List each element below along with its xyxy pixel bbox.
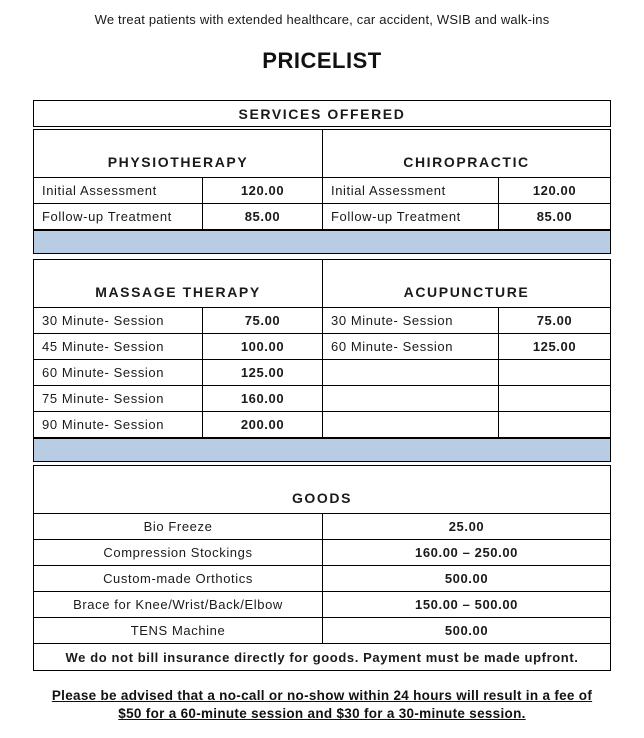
table-row <box>34 333 610 359</box>
service-price: 125.00 <box>202 360 322 385</box>
physiotherapy-header: PHYSIOTHERAPY <box>107 154 249 170</box>
section-divider-band <box>33 438 611 462</box>
service-price: 120.00 <box>202 178 322 203</box>
table-row <box>34 539 610 565</box>
table-row <box>34 130 610 177</box>
service-name: 90 Minute- Session <box>42 417 165 432</box>
cancellation-policy-note <box>0 687 644 723</box>
service-price: 120.00 <box>498 178 610 203</box>
table-row <box>34 411 610 437</box>
service-name: 45 Minute- Session <box>42 339 165 354</box>
pricelist-tables <box>33 100 611 671</box>
service-price-empty <box>498 412 610 437</box>
service-price: 160.00 <box>202 386 322 411</box>
table-row <box>34 177 610 203</box>
table-row <box>34 643 610 670</box>
table-row <box>34 617 610 643</box>
service-name-empty <box>322 386 498 411</box>
table-row <box>34 591 610 617</box>
service-name: 60 Minute- Session <box>322 334 498 359</box>
goods-table <box>33 465 611 671</box>
service-price: 85.00 <box>202 204 322 229</box>
chiropractic-header: CHIROPRACTIC <box>322 130 610 177</box>
service-price: 75.00 <box>498 308 610 333</box>
goods-name: Custom-made Orthotics <box>103 571 253 586</box>
service-price: 125.00 <box>498 334 610 359</box>
service-name: Follow-up Treatment <box>322 204 498 229</box>
goods-price: 150.00 – 500.00 <box>322 592 610 617</box>
cancellation-policy-line2: $50 for a 60-minute session and $30 for a 30-minute session. <box>118 706 526 721</box>
goods-price: 160.00 – 250.00 <box>322 540 610 565</box>
services-offered-banner: SERVICES OFFERED <box>238 105 406 122</box>
goods-price: 25.00 <box>322 514 610 539</box>
cancellation-policy-line1: Please be advised that a no-call or no-show within 24 hours will result in a fee of <box>51 688 593 703</box>
goods-insurance-note: We do not bill insurance directly for goods. Payment must be made upfront. <box>65 649 579 665</box>
service-price: 100.00 <box>202 334 322 359</box>
service-name: 30 Minute- Session <box>322 308 498 333</box>
table-row <box>34 385 610 411</box>
service-price: 200.00 <box>202 412 322 437</box>
table-row <box>34 565 610 591</box>
services-offered-banner-table <box>33 100 611 127</box>
intro-text: We treat patients with extended healthcare, car accident, WSIB and walk-ins <box>94 12 550 27</box>
service-name-empty <box>322 412 498 437</box>
goods-name: Compression Stockings <box>103 545 253 560</box>
acupuncture-header: ACUPUNCTURE <box>322 260 610 307</box>
massage-acupuncture-table <box>33 259 611 438</box>
page-title: PRICELIST <box>262 48 382 73</box>
goods-price: 500.00 <box>322 566 610 591</box>
service-name: 60 Minute- Session <box>42 365 165 380</box>
goods-price: 500.00 <box>322 618 610 643</box>
table-row <box>34 466 610 513</box>
service-name: 75 Minute- Session <box>42 391 165 406</box>
service-price-empty <box>498 360 610 385</box>
service-name: 30 Minute- Session <box>42 313 165 328</box>
service-name: Follow-up Treatment <box>42 209 172 224</box>
table-row <box>34 359 610 385</box>
service-name-empty <box>322 360 498 385</box>
table-row <box>34 203 610 229</box>
table-row <box>34 307 610 333</box>
goods-name: Bio Freeze <box>143 519 213 534</box>
table-row <box>34 513 610 539</box>
massage-therapy-header: MASSAGE THERAPY <box>95 284 261 300</box>
goods-name: Brace for Knee/Wrist/Back/Elbow <box>73 597 283 612</box>
service-name: Initial Assessment <box>42 183 157 198</box>
service-name: Initial Assessment <box>322 178 498 203</box>
section-divider-band <box>33 230 611 254</box>
goods-header: GOODS <box>291 490 353 506</box>
goods-name: TENS Machine <box>130 623 226 638</box>
service-price-empty <box>498 386 610 411</box>
service-price: 75.00 <box>202 308 322 333</box>
physio-chiro-table <box>33 129 611 230</box>
table-row <box>34 260 610 307</box>
service-price: 85.00 <box>498 204 610 229</box>
